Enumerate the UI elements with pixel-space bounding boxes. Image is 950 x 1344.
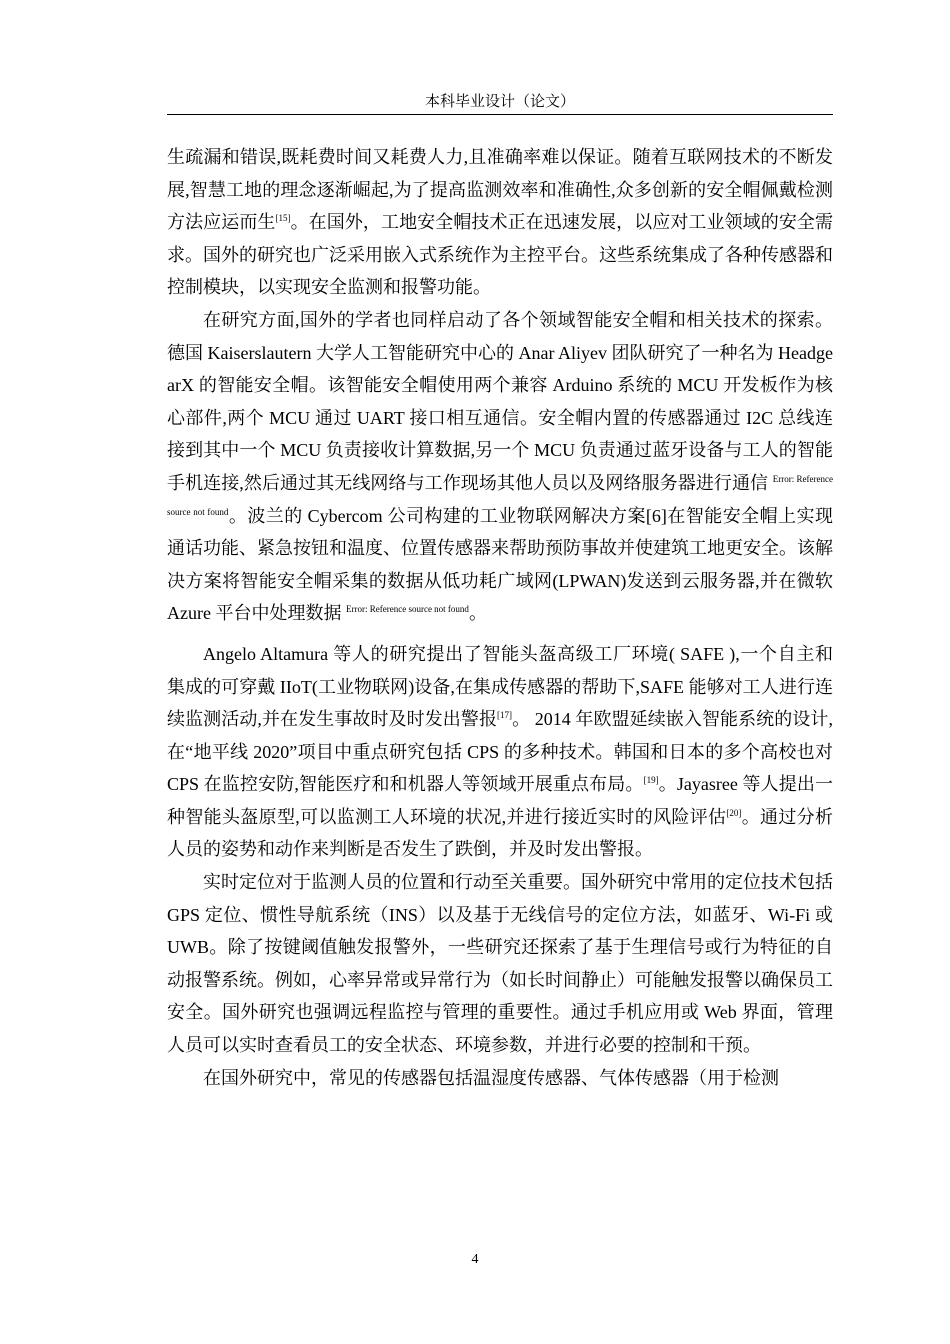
paragraph-3 <box>167 638 833 866</box>
page-header <box>167 92 833 115</box>
paragraph-3-text-b: 。 2014 年欧盟延续嵌入智能系统的设计,在“地平线 2020”项目中重点研究包括 CPS 的多种技术。韩国和日本的多个高校也对 CPS 在监控安防,智能医疗和和机器人等领域开展重点布局。 <box>167 709 834 795</box>
paragraph-3-text-a: Angelo Altamura 等人的研究提出了智能头盔高级工厂环境( SAFE ),一个自主和集成的可穿戴 IIoT(工业物联网)设备,在集成传感器的帮助下,SAFE 能够对工人进行连续监测活动,并在发生事故时及时发出警报 <box>167 643 833 730</box>
paragraph-1-text-a: 生疏漏和错误,既耗费时间又耗费人力,且准确率难以保证。随着互联网技术的不断发展,智慧工地的理念逐渐崛起,为了提高监测效率和准确性,众多创新的安全帽佩戴检测方法应运而生 <box>167 147 833 233</box>
paragraph-2-text-c: 。 <box>468 603 487 624</box>
paragraph-2-text-b: 。波兰的 Cybercom 公司构建的工业物联网解决方案[6]在智能安全帽上实现通话功能、紧急按钮和温度、位置传感器来帮助预防事故并使建筑工地更安全。该解决方案将智能安全帽采集的数据从低功耗广域网(LPWAN)发送到云服务器,并在微软 Azure 平台中处理数据 <box>167 505 833 624</box>
citation-17: [17] <box>497 710 513 721</box>
paragraph-3-text-c: 。Jayasree 等人提出一种智能头盔原型,可以监测工人环境的状况,并进行接近实时的风险评估 <box>167 774 833 827</box>
page-number-text: 4 <box>471 1252 479 1267</box>
paragraph-3-text-d: 。通过分析人员的姿势和动作来判断是否发生了跌倒，并及时发出警报。 <box>167 806 833 860</box>
citation-19: [19] <box>643 775 659 786</box>
reference-error-1: Error: Reference source not found <box>167 473 833 517</box>
paragraph-4-text: 实时定位对于监测人员的位置和行动至关重要。国外研究中常用的定位技术包括 GPS 定位、惯性导航系统（INS）以及基于无线信号的定位方法，如蓝牙、Wi-Fi 或 UWB。除了按键阈值触发报警外，一些研究还探索了基于生理信号或行为特征的自动报警系统。例如，心率异常或异常行为（如长时间静止）可能触发报警以确保员工安全。国外研究也强调远程监控与管理的重要性。通过手机应用或 Web 界面，管理人员可以实时查看员工的安全状态、环境参数，并进行必要的控制和干预。 <box>167 872 833 1056</box>
reference-error-2: Error: Reference source not found <box>345 604 469 615</box>
page-body <box>167 141 833 1094</box>
paragraph-5-text: 在国外研究中，常见的传感器包括温湿度传感器、气体传感器（用于检测 <box>203 1067 779 1088</box>
citation-20: [20] <box>726 807 742 818</box>
paragraph-2-text-a: 在研究方面,国外的学者也同样启动了各个领域智能安全帽和相关技术的探索。德国 Kaiserslautern 大学人工智能研究中心的 Anar Aliyev 团队研究了一种名为 HeadgearX 的智能安全帽。该智能安全帽使用两个兼容 Arduino 系统的 MCU 开发板作为核心部件,两个 MCU 通过 UART 接口相互通信。安全帽内置的传感器通过 I2C 总线连接到其中一个 MCU 负责接收计算数据,另一个 MCU 负责通过蓝牙设备与工人的智能手机连接,然后通过其无线网络与工作现场其他人员以及网络服务器进行通信 <box>167 309 833 493</box>
citation-15: [15] <box>275 213 291 224</box>
paragraph-2 <box>167 304 833 630</box>
header-title: 本科毕业设计（论文） <box>424 94 575 110</box>
paragraph-1 <box>167 141 833 304</box>
page-number <box>0 1251 950 1269</box>
paragraph-1-text-b: 。在国外，工地安全帽技术正在迅速发展，以应对工业领域的安全需求。国外的研究也广泛采用嵌入式系统作为主控平台。这些系统集成了各种传感器和控制模块，以实现安全监测和报警功能。 <box>167 212 833 298</box>
paragraph-4 <box>167 866 833 1062</box>
paragraph-5 <box>167 1062 833 1095</box>
